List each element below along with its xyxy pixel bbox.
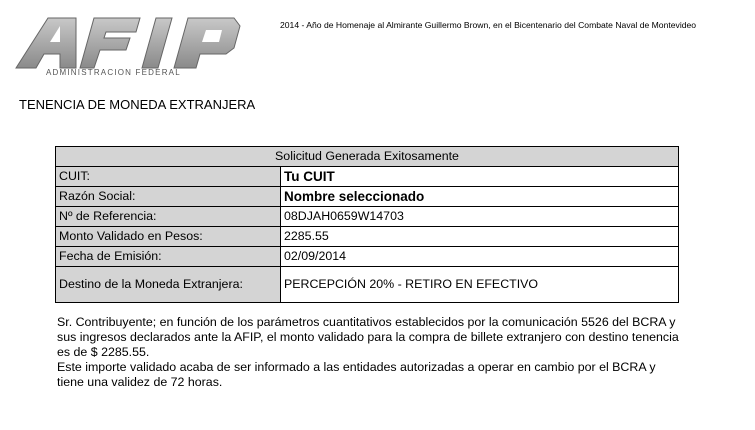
referencia-value: 08DJAH0659W14703 [281,207,679,227]
row-monto [56,227,679,247]
receipt-header-row [56,147,679,167]
logo-caption: ADMINISTRACION FEDERAL [46,68,181,77]
razon-social-label: Razón Social: [56,187,281,207]
row-razon-social [56,187,679,207]
notice-text [57,315,683,390]
receipt-table [55,146,679,303]
destino-label: Destino de la Moneda Extranjera: [56,267,281,303]
notice-paragraph-2: Este importe validado acaba de ser informado a las entidades autorizadas a operar en cambio por el BCRA y tiene una validez de 72 horas. [57,360,656,389]
referencia-label: Nº de Referencia: [56,207,281,227]
fecha-label: Fecha de Emisión: [56,247,281,267]
destino-value: PERCEPCIÓN 20% - RETIRO EN EFECTIVO [281,267,679,303]
cuit-label: CUIT: [56,167,281,187]
row-cuit [56,167,679,187]
notice-paragraph-1: Sr. Contribuyente; en función de los parámetros cuantitativos establecidos por la comunicación 5526 del BCRA y sus ingresos declarados ante la AFIP, el monto validado para la compra de billete extranjero con destino tenencia es de $ 2285.55. [57,315,679,359]
fecha-value: 02/09/2014 [281,247,679,267]
row-fecha [56,247,679,267]
receipt-header: Solicitud Generada Exitosamente [56,147,679,167]
cuit-value: Tu CUIT [281,167,679,187]
afip-logo-graphic [14,14,244,70]
row-referencia [56,207,679,227]
row-destino [56,267,679,303]
document-title: TENENCIA DE MONEDA EXTRANJERA [19,97,256,112]
razon-social-value: Nombre seleccionado [281,187,679,207]
monto-label: Monto Validado en Pesos: [56,227,281,247]
header-motto: 2014 - Año de Homenaje al Almirante Guillermo Brown, en el Bicentenario del Combate Naval de Montevideo [280,20,697,30]
monto-value: 2285.55 [281,227,679,247]
